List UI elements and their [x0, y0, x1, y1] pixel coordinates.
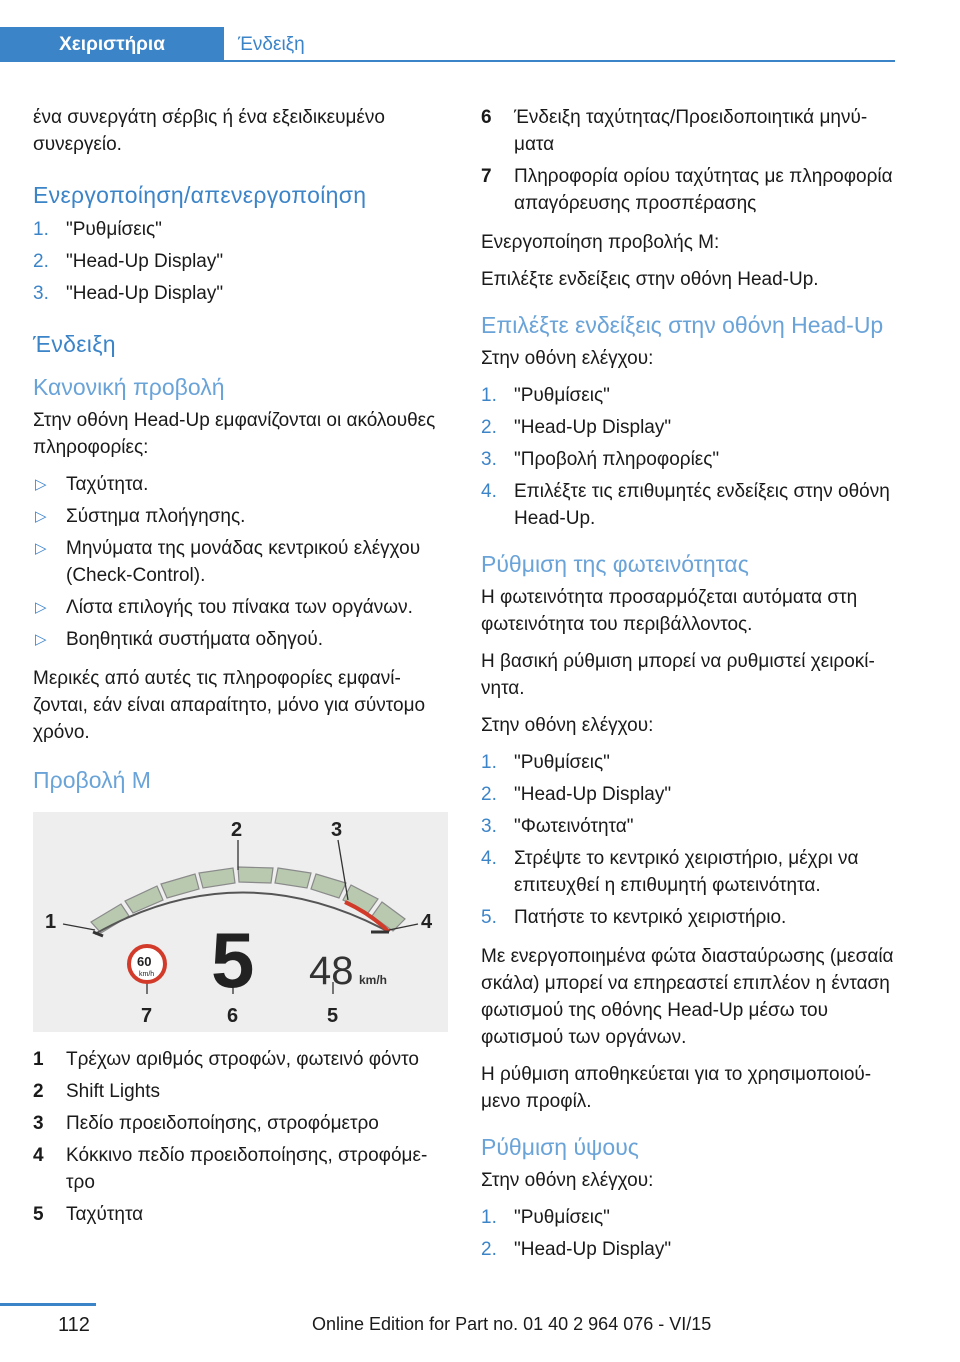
m-view-heading: Προβολή M: [33, 767, 151, 793]
m-activation-text: Επιλέξτε ενδείξεις στην οθόνη Head-Up.: [481, 269, 819, 290]
speed-value: 48: [309, 949, 354, 993]
brightness-text-3: Με ενεργοποιημένα φώτα διασταύρωσης (μεσαία σκάλα) μπορεί να επηρεαστεί επιπλέον η ένταση φωτισμού της οθόνης Head-Up μέσω του φωτισμού των οργάνων.: [481, 946, 894, 1048]
list-item: 6 Ένδειξη ταχύτητας/Προειδοποιητικά μηνύματα: [481, 107, 868, 155]
figure-legend-left: [33, 1046, 448, 1228]
callout-3: 3: [331, 819, 343, 841]
tab-controls[interactable]: Χειριστήρια: [0, 27, 224, 62]
callout-6: 6: [227, 1005, 239, 1027]
right-column: [481, 104, 896, 1275]
list-item: ▷ Ταχύτητα.: [33, 471, 448, 498]
list-item: 2. "Head-Up Display": [481, 784, 672, 805]
brightness-intro: Στην οθόνη ελέγχου:: [481, 715, 654, 736]
list-item: ▷ Λίστα επιλογής του πίνακα των οργάνων.: [33, 594, 448, 621]
callout-1: 1: [45, 911, 57, 933]
edition-text: Online Edition for Part no. 01 40 2 964 076 - VI/15: [312, 1314, 712, 1334]
list-item: 3. "Φωτεινότητα": [481, 816, 634, 837]
list-item: 4. Επιλέξτε τις επιθυμητές ενδείξεις στην οθόνη Head-Up.: [481, 481, 890, 529]
callout-7: 7: [141, 1005, 153, 1027]
brightness-text-1: Η φωτεινότητα προσαρμόζεται αυτόματα στη φωτεινότητα του περιβάλλοντος.: [481, 587, 858, 635]
list-item: 7 Πληροφορία ορίου ταχύτητας με πληροφορία απαγόρευσης προσπέρασης: [481, 166, 893, 214]
footer-divider: [0, 1303, 96, 1306]
m-activation-label: Ενεργοποίηση προβολής M:: [481, 232, 720, 253]
triangle-bullet-icon: ▷: [35, 599, 47, 616]
list-item: 3 Πεδίο προειδοποίησης, στροφόμετρο: [33, 1113, 379, 1134]
list-item: 1 Τρέχων αριθμός στροφών, φωτεινό φόντο: [33, 1049, 419, 1070]
figure-legend-right: [481, 104, 896, 217]
list-item: 4 Κόκκινο πεδίο προειδοποίησης, στροφόμετρο: [33, 1145, 428, 1193]
list-item: 3. "Head-Up Display": [33, 283, 224, 304]
list-item: 5. Πατήστε το κεντρικό χειριστήριο.: [481, 907, 787, 928]
list-item: ▷ Μηνύματα της μονάδας κεντρικού ελέγχου (Check-Control).: [33, 535, 448, 589]
list-item: ▷ Βοηθητικά συστήματα οδηγού.: [33, 626, 448, 653]
select-intro: Στην οθόνη ελέγχου:: [481, 348, 654, 369]
select-steps: [481, 382, 896, 532]
normal-view-bullets: [33, 471, 448, 653]
normal-view-note: Μερικές από αυτές τις πληροφορίες εμφανίζονται, εάν είναι απαραίτητο, μόνο για σύντομο χρόνο.: [33, 668, 426, 743]
list-item: 1. "Ρυθμίσεις": [481, 752, 610, 773]
height-steps: [481, 1204, 896, 1263]
limit-unit: km/h: [139, 971, 155, 978]
list-item: 1. "Ρυθμίσεις": [481, 1207, 610, 1228]
list-item: 2. "Head-Up Display": [481, 1239, 672, 1260]
gear-indicator: 5: [211, 916, 255, 1004]
hud-illustration: [33, 812, 448, 1032]
list-item: 2. "Head-Up Display": [33, 251, 224, 272]
brightness-steps: [481, 749, 896, 931]
chapter-header: [0, 0, 895, 62]
tab-display[interactable]: Ένδειξη: [238, 34, 305, 55]
callout-2: 2: [231, 819, 243, 841]
normal-view-heading: Κανονική προβολή: [33, 374, 225, 400]
left-column: [33, 104, 448, 1240]
page-number: 112: [58, 1314, 90, 1336]
limit-value: 60: [137, 954, 152, 969]
brightness-text-2: Η βασική ρύθμιση μπορεί να ρυθμιστεί χειροκίνητα.: [481, 651, 875, 699]
select-display-heading: Επιλέξτε ενδείξεις στην οθόνη Head-Up: [481, 312, 884, 338]
normal-view-text: Στην οθόνη Head-Up εμφανίζονται οι ακόλουθες πληροφορίες:: [33, 410, 436, 458]
list-item: 3. "Προβολή πληροφορίες": [481, 449, 720, 470]
callout-5: 5: [327, 1005, 339, 1027]
triangle-bullet-icon: ▷: [35, 631, 47, 648]
triangle-bullet-icon: ▷: [35, 540, 47, 557]
display-heading: Ένδειξη: [33, 331, 116, 357]
intro-text: ένα συνεργάτη σέρβις ή ένα εξειδικευμένο συνεργείο.: [33, 107, 385, 155]
triangle-bullet-icon: ▷: [35, 508, 47, 525]
list-item: 1. "Ρυθμίσεις": [481, 385, 610, 406]
list-item: 4. Στρέψτε το κεντρικό χειριστήριο, μέχρι να επιτευχθεί η επιθυμητή φωτεινότητα.: [481, 848, 859, 896]
speed-unit: km/h: [359, 973, 388, 987]
list-item: 2. "Head-Up Display": [481, 417, 672, 438]
height-intro: Στην οθόνη ελέγχου:: [481, 1170, 654, 1191]
triangle-bullet-icon: ▷: [35, 476, 47, 493]
list-item: 1. "Ρυθμίσεις": [33, 219, 162, 240]
activation-heading: Ενεργοποίηση/απενεργοποίηση: [33, 182, 367, 208]
callout-4: 4: [421, 911, 433, 933]
list-item: 2 Shift Lights: [33, 1081, 160, 1102]
header-divider: [224, 60, 895, 62]
activation-steps: [33, 216, 448, 307]
height-heading: Ρύθμιση ύψους: [481, 1134, 639, 1160]
list-item: 5 Ταχύτητα: [33, 1204, 144, 1225]
brightness-text-4: Η ρύθμιση αποθηκεύεται για το χρησιμοποιούμενο προφίλ.: [481, 1064, 872, 1112]
m-view-figure: [33, 812, 448, 1032]
brightness-heading: Ρύθμιση της φωτεινότητας: [481, 551, 749, 577]
list-item: ▷ Σύστημα πλοήγησης.: [33, 503, 448, 530]
